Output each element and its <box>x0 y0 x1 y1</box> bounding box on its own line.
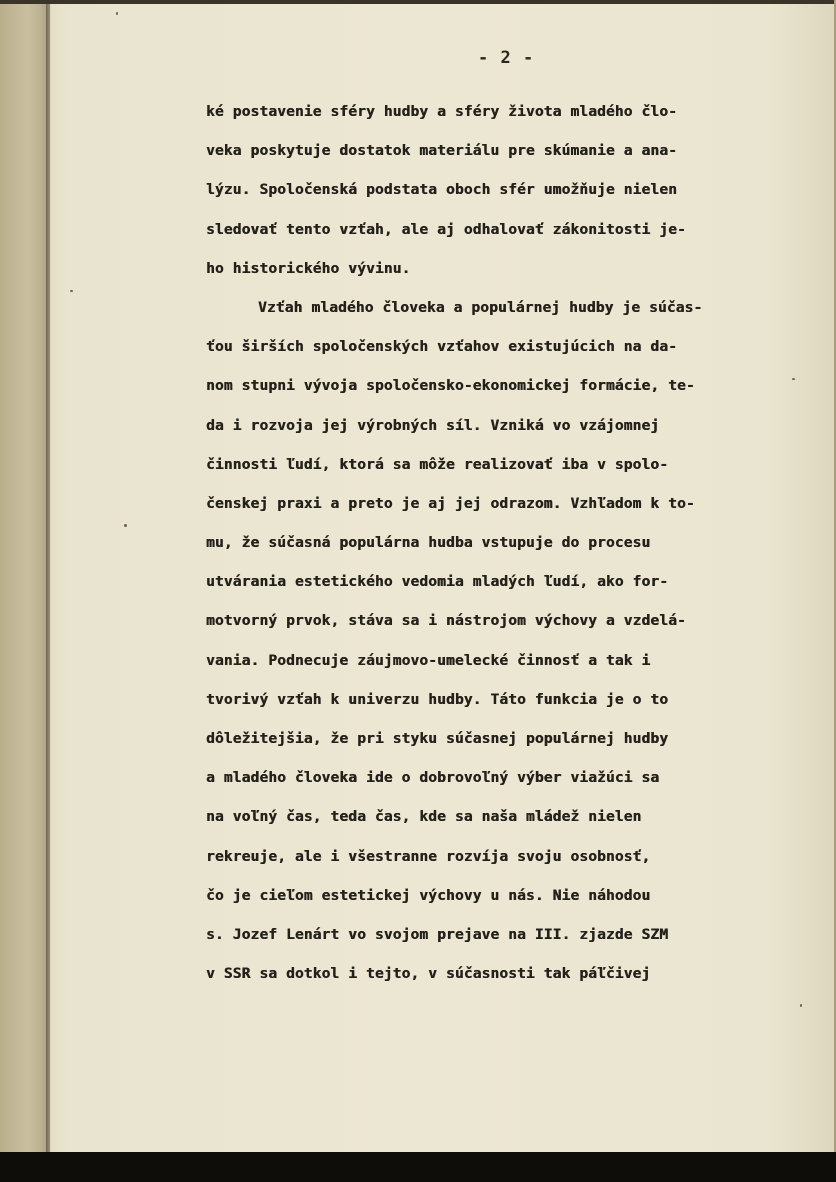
paper-speck <box>124 524 127 527</box>
text-line: lýzu. Spoločenská podstata oboch sfér umožňuje nielen <box>206 181 677 199</box>
text-line: rekreuje, ale i všestranne rozvíja svoju osobnosť, <box>206 847 651 865</box>
text-line: ho historického vývinu. <box>206 259 411 277</box>
top-edge <box>0 0 836 4</box>
page-number: - 2 - <box>478 48 535 68</box>
text-line: dôležitejšia, že pri styku súčasnej populárnej hudby <box>206 730 669 747</box>
text-line: s. Jozef Lenárt vo svojom prejave na III. zjazde SZM <box>206 925 669 943</box>
text-line: da i rozvoja jej výrobných síl. Vzniká vo vzájomnej <box>206 416 660 434</box>
text-line: a mladého človeka ide o dobrovoľný výber viažúci sa <box>206 769 660 787</box>
binding-gutter <box>0 0 50 1152</box>
text-line: tvorivý vzťah k univerzu hudby. Táto funkcia je o to <box>206 690 669 708</box>
text-line: čenskej praxi a preto je aj jej odrazom. Vzhľadom k to- <box>206 494 695 512</box>
text-line: v SSR sa dotkol i tejto, v súčasnosti tak páľčivej <box>206 965 651 983</box>
text-line: utvárania estetického vedomia mladých ľudí, ako for- <box>206 573 669 591</box>
text-line: ké postavenie sféry hudby a sféry života mladého člo- <box>206 103 677 120</box>
scanner-bed-edge <box>0 1152 836 1182</box>
text-line: čo je cieľom estetickej výchovy u nás. Nie náhodou <box>206 886 651 904</box>
text-line: vania. Podnecuje záujmovo-umelecké činnosť a tak i <box>206 651 651 669</box>
body-text <box>206 92 766 993</box>
paper-speck <box>792 378 795 380</box>
text-line: veka poskytuje dostatok materiálu pre skúmanie a ana- <box>206 142 677 160</box>
paragraph-first-line: Vzťah mladého človeka a populárnej hudby je súčas- <box>258 298 703 316</box>
paper-speck <box>70 290 73 292</box>
text-line: na voľný čas, teda čas, kde sa naša mládež nielen <box>206 808 642 826</box>
text-line: ťou širších spoločenských vzťahov existujúcich na da- <box>206 338 677 356</box>
text-line: sledovať tento vzťah, ale aj odhalovať zákonitosti je- <box>206 220 686 238</box>
gutter-shadow <box>46 0 51 1152</box>
paper-speck <box>800 1004 802 1007</box>
text-line: mu, že súčasná populárna hudba vstupuje do procesu <box>206 534 651 552</box>
text-line: motvorný prvok, stáva sa i nástrojom výchovy a vzdelá- <box>206 612 686 630</box>
text-line: nom stupni vývoja spoločensko-ekonomickej formácie, te- <box>206 377 695 395</box>
text-line: činnosti ľudí, ktorá sa môže realizovať iba v spolo- <box>206 455 669 473</box>
paper-speck <box>116 12 118 15</box>
